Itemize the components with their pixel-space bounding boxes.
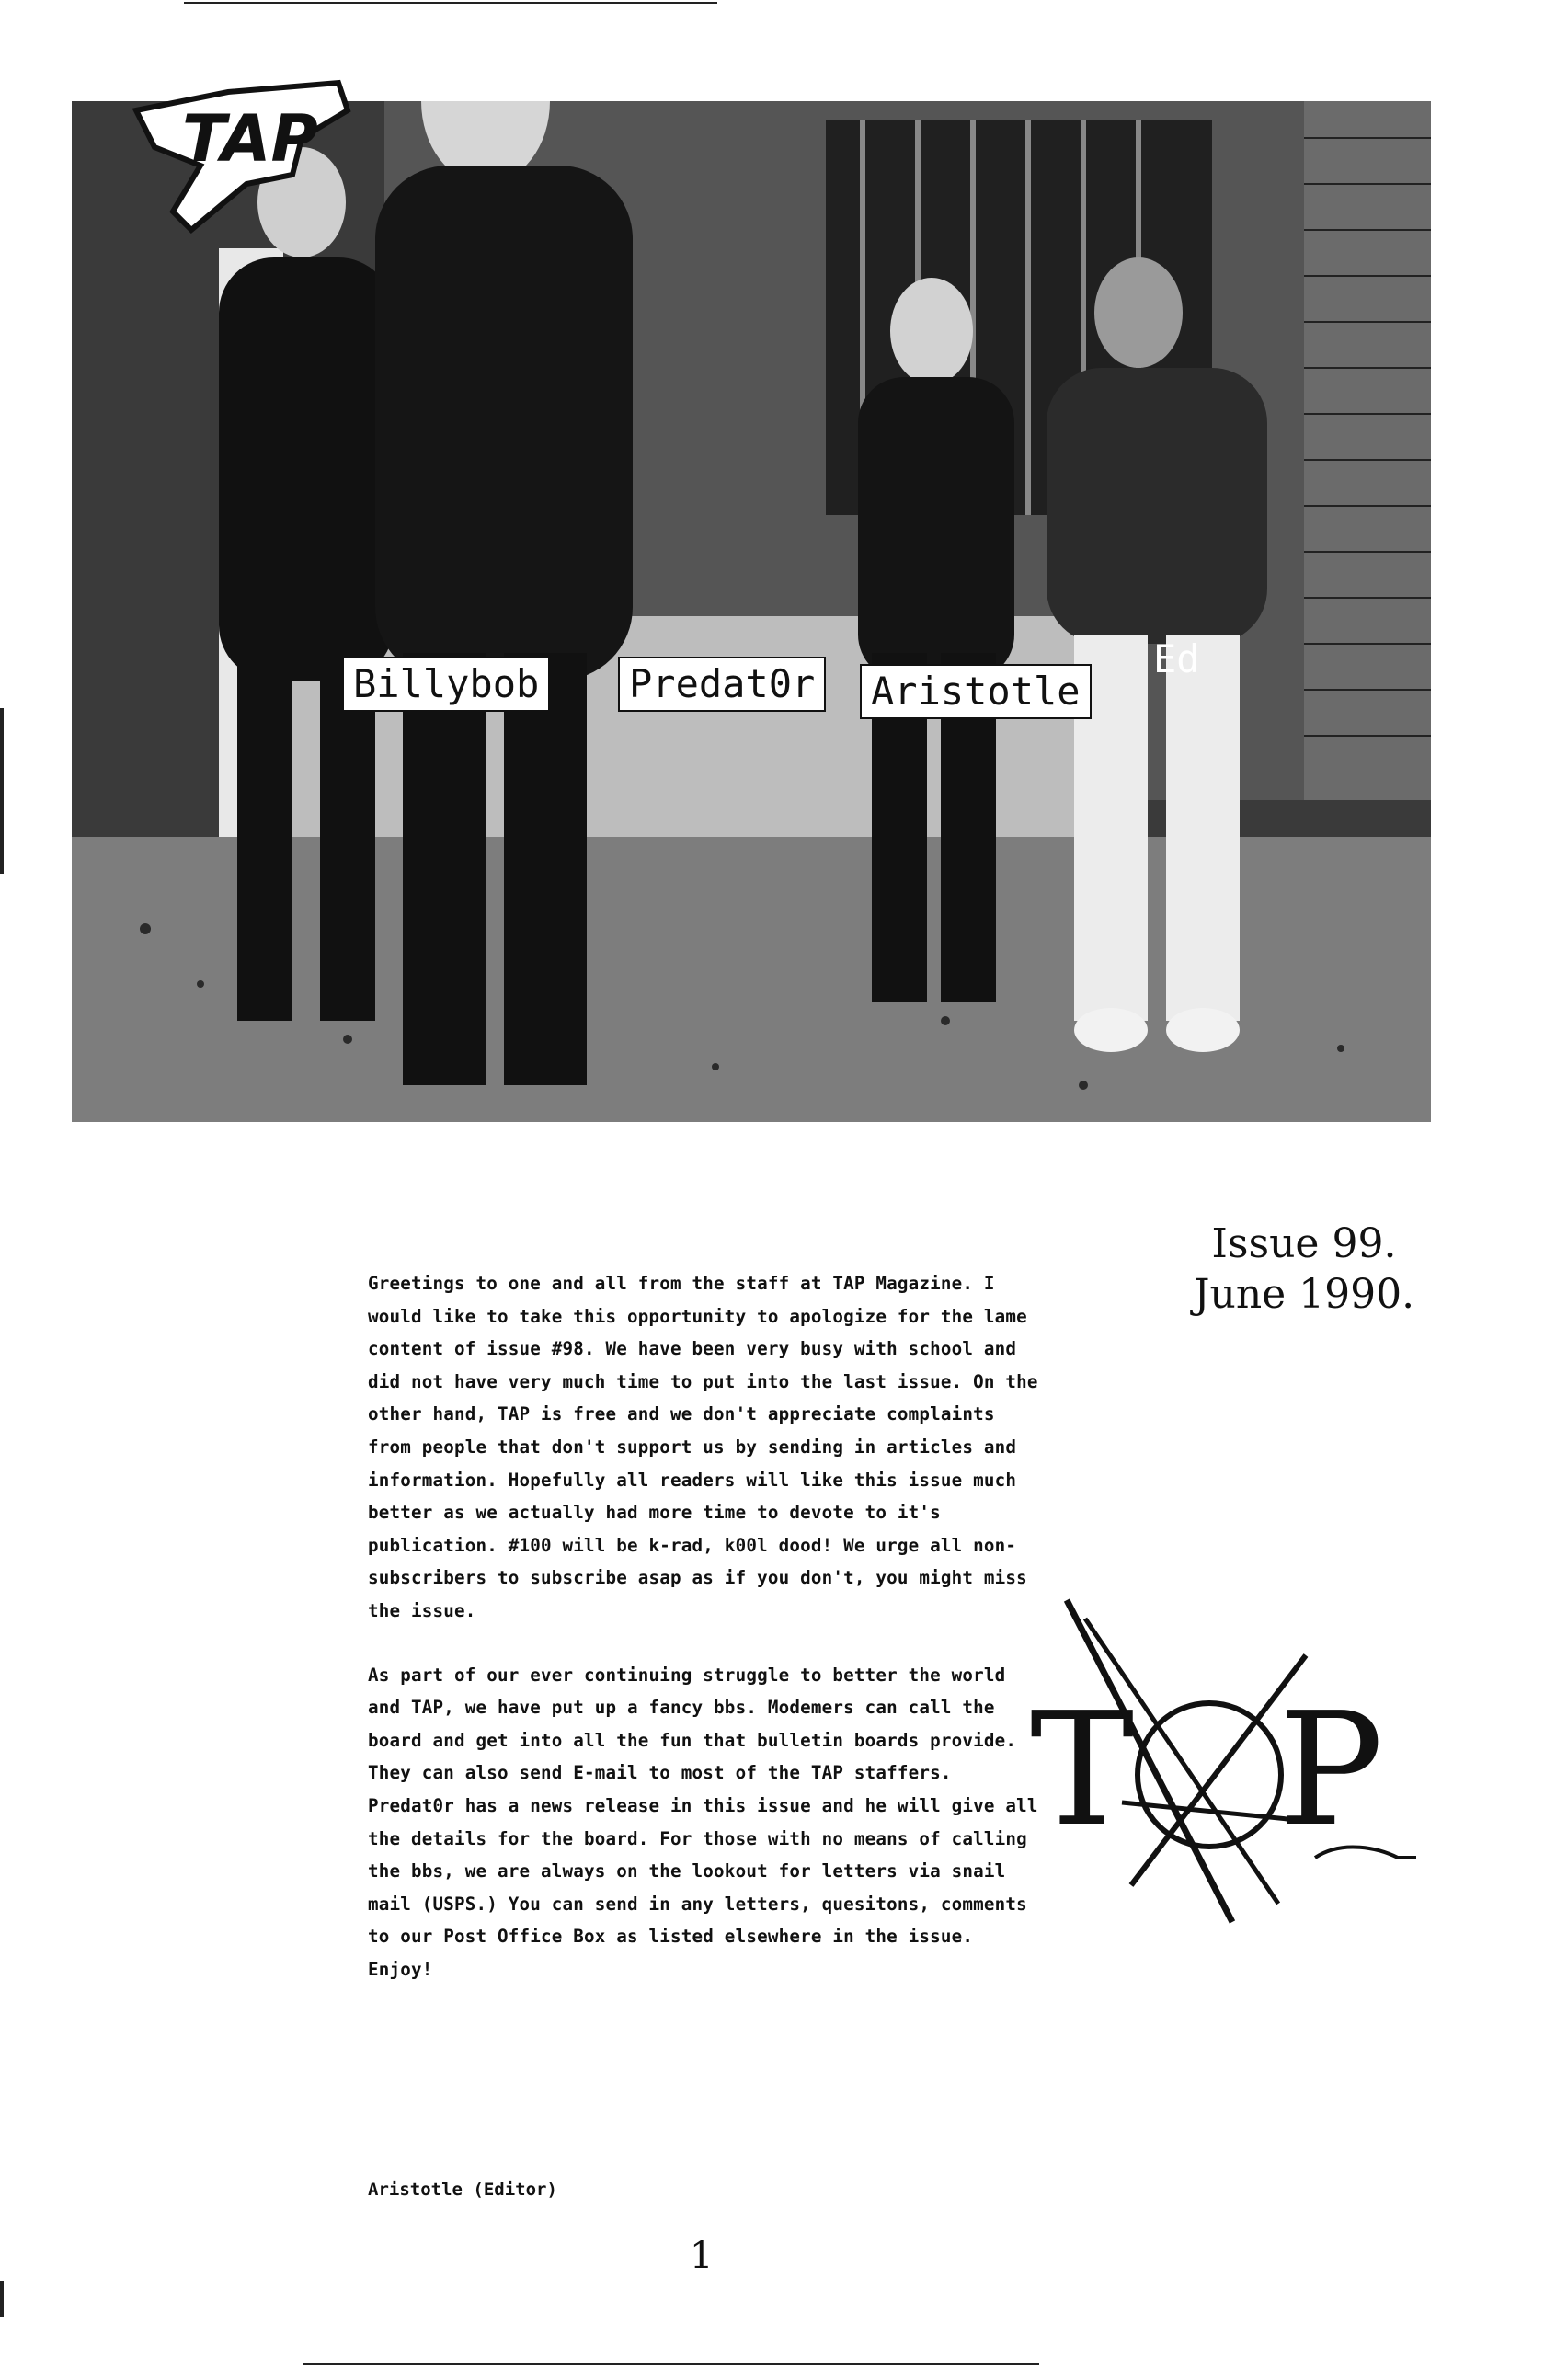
tap-logo-graffiti-icon bbox=[118, 74, 357, 239]
page-number: 1 bbox=[690, 2235, 714, 2277]
paragraph-1: Greetings to one and all from the staff at TAP Magazine. I would like to take this opportunity to apologize for the lame content of issue #98. We have been very busy with school and did not have very much time to put into the last issue. On the other hand, TAP is free and we don't appreciate complaints from people that don't support us by sending in articles and information. Hopefully all readers will like this issue much better as we actually had more time to devote to it's publication. #100 will be k-rad, k00l dood! We urge all non-subscribers to subscribe asap as if you don't, you might miss the issue. bbox=[368, 1273, 1038, 1621]
tap-logo-anarchy bbox=[1012, 1582, 1453, 1968]
issue-header bbox=[1166, 1219, 1442, 1320]
label-ed: Ed bbox=[1153, 636, 1200, 681]
label-aristotle: Aristotle bbox=[860, 664, 1092, 719]
anarchy-a-icon bbox=[1012, 1582, 1453, 1968]
scan-edge-mark-left-bottom bbox=[0, 2281, 4, 2317]
tap-logo-letter-p: P bbox=[1278, 1679, 1384, 1861]
issue-number: Issue 99. bbox=[1211, 1220, 1397, 1267]
editorial-text bbox=[368, 1267, 1048, 2017]
label-billybob: Billybob bbox=[342, 657, 550, 712]
tap-logo-letter-t: T bbox=[1030, 1679, 1135, 1861]
staff-photo bbox=[72, 101, 1431, 1122]
tap-logo-top bbox=[118, 74, 357, 239]
scan-edge-line-bottom bbox=[303, 2363, 1039, 2365]
label-predator: Predat0r bbox=[618, 657, 826, 712]
staff-photo-illustration bbox=[72, 101, 1431, 1122]
tap-logo-top-text: TAP bbox=[182, 101, 318, 177]
issue-date: June 1990. bbox=[1193, 1271, 1415, 1318]
scan-edge-mark-left bbox=[0, 708, 4, 874]
scan-edge-line-top bbox=[184, 2, 717, 4]
paragraph-2: As part of our ever continuing struggle to better the world and TAP, we have put up a fancy bbs. Modemers can call the board and get into all the fun that bulletin boards provide. They can also send E-mail to most of the TAP staffers. Predat0r has a news release in this issue and he will give all the details for the board. For those with no means of calling the bbs, we are always on the lookout for letters via snail mail (USPS.) You can send in any letters, quesitons, comments to our Post Office Box as listed elsewhere in the issue. Enjoy! bbox=[368, 1664, 1038, 1980]
signature: Aristotle (Editor) bbox=[368, 2180, 557, 2200]
